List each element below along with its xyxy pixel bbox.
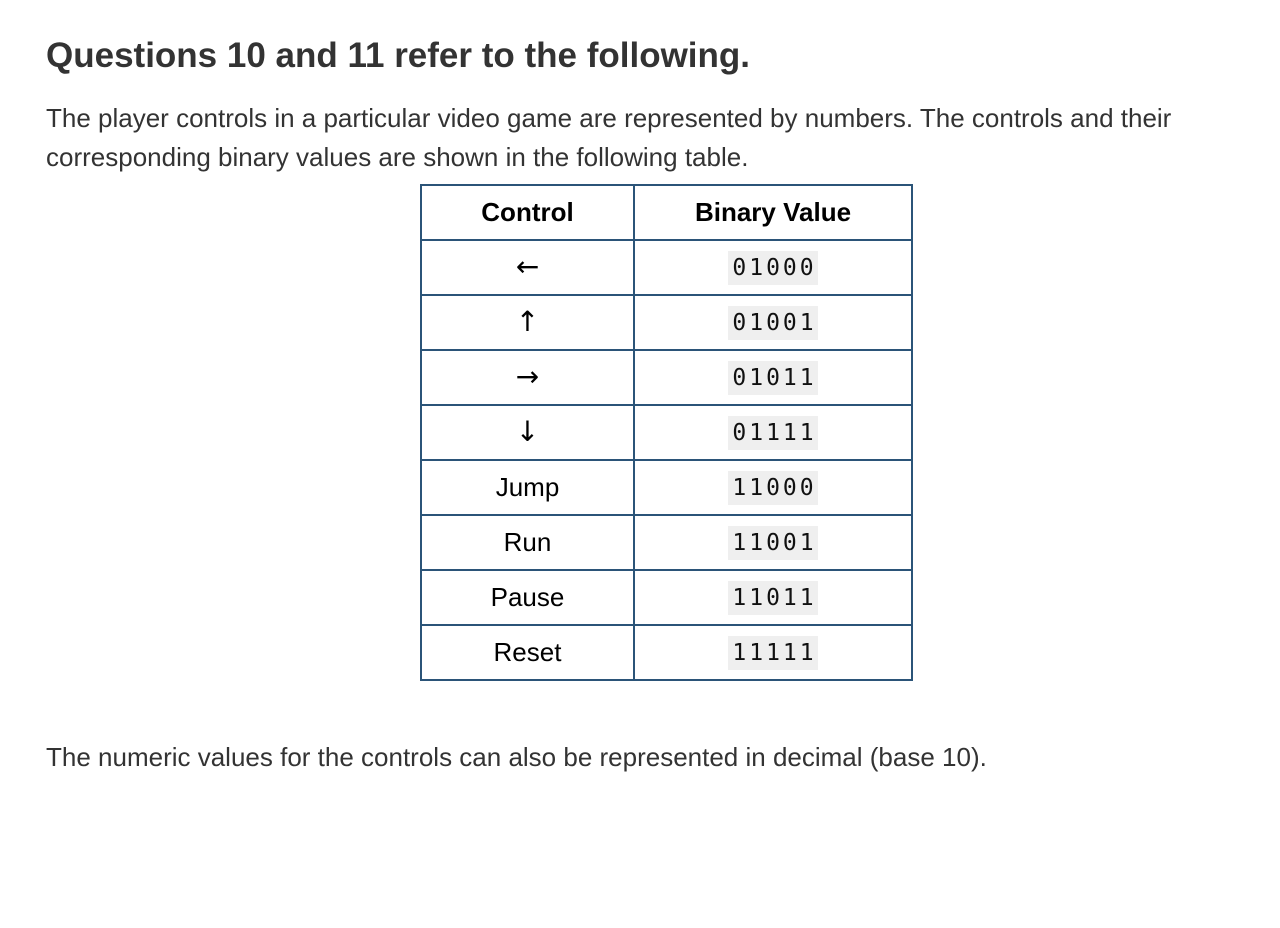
controls-table-wrapper — [420, 184, 913, 681]
control-cell — [421, 350, 634, 405]
binary-value: 01000 — [728, 251, 817, 285]
control-cell: Jump — [421, 460, 634, 515]
up-arrow-icon: ↑ — [515, 305, 540, 338]
table-header-row — [421, 185, 912, 240]
table-row — [421, 295, 912, 350]
binary-cell — [634, 405, 912, 460]
binary-cell — [634, 460, 912, 515]
binary-value: 01011 — [728, 361, 817, 395]
controls-table — [420, 184, 913, 681]
intro-paragraph: The player controls in a particular video game are represented by numbers. The controls and their corresponding binary values are shown in the following table. — [46, 103, 1172, 172]
control-cell — [421, 240, 634, 295]
binary-value: 11000 — [728, 471, 817, 505]
binary-cell — [634, 295, 912, 350]
control-cell: Run — [421, 515, 634, 570]
down-arrow-icon: ↓ — [515, 415, 540, 448]
control-cell: Pause — [421, 570, 634, 625]
question-heading: Questions 10 and 11 refer to the following. — [46, 36, 751, 75]
binary-value: 11111 — [728, 636, 817, 670]
table-row — [421, 240, 912, 295]
binary-value: 11001 — [728, 526, 817, 560]
table-row — [421, 460, 912, 515]
header-control: Control — [421, 185, 634, 240]
control-cell: Reset — [421, 625, 634, 680]
right-arrow-icon: → — [515, 360, 540, 393]
left-arrow-icon: ← — [515, 250, 540, 283]
header-binary-value: Binary Value — [634, 185, 912, 240]
table-row — [421, 515, 912, 570]
footer-paragraph: The numeric values for the controls can also be represented in decimal (base 10). — [46, 742, 987, 772]
binary-value: 11011 — [728, 581, 817, 615]
table-row — [421, 570, 912, 625]
control-cell — [421, 295, 634, 350]
table-row — [421, 350, 912, 405]
table-row — [421, 625, 912, 680]
binary-cell — [634, 515, 912, 570]
binary-cell — [634, 350, 912, 405]
table-row — [421, 405, 912, 460]
binary-cell — [634, 570, 912, 625]
binary-cell — [634, 625, 912, 680]
binary-cell — [634, 240, 912, 295]
binary-value: 01001 — [728, 306, 817, 340]
control-cell — [421, 405, 634, 460]
binary-value: 01111 — [728, 416, 817, 450]
